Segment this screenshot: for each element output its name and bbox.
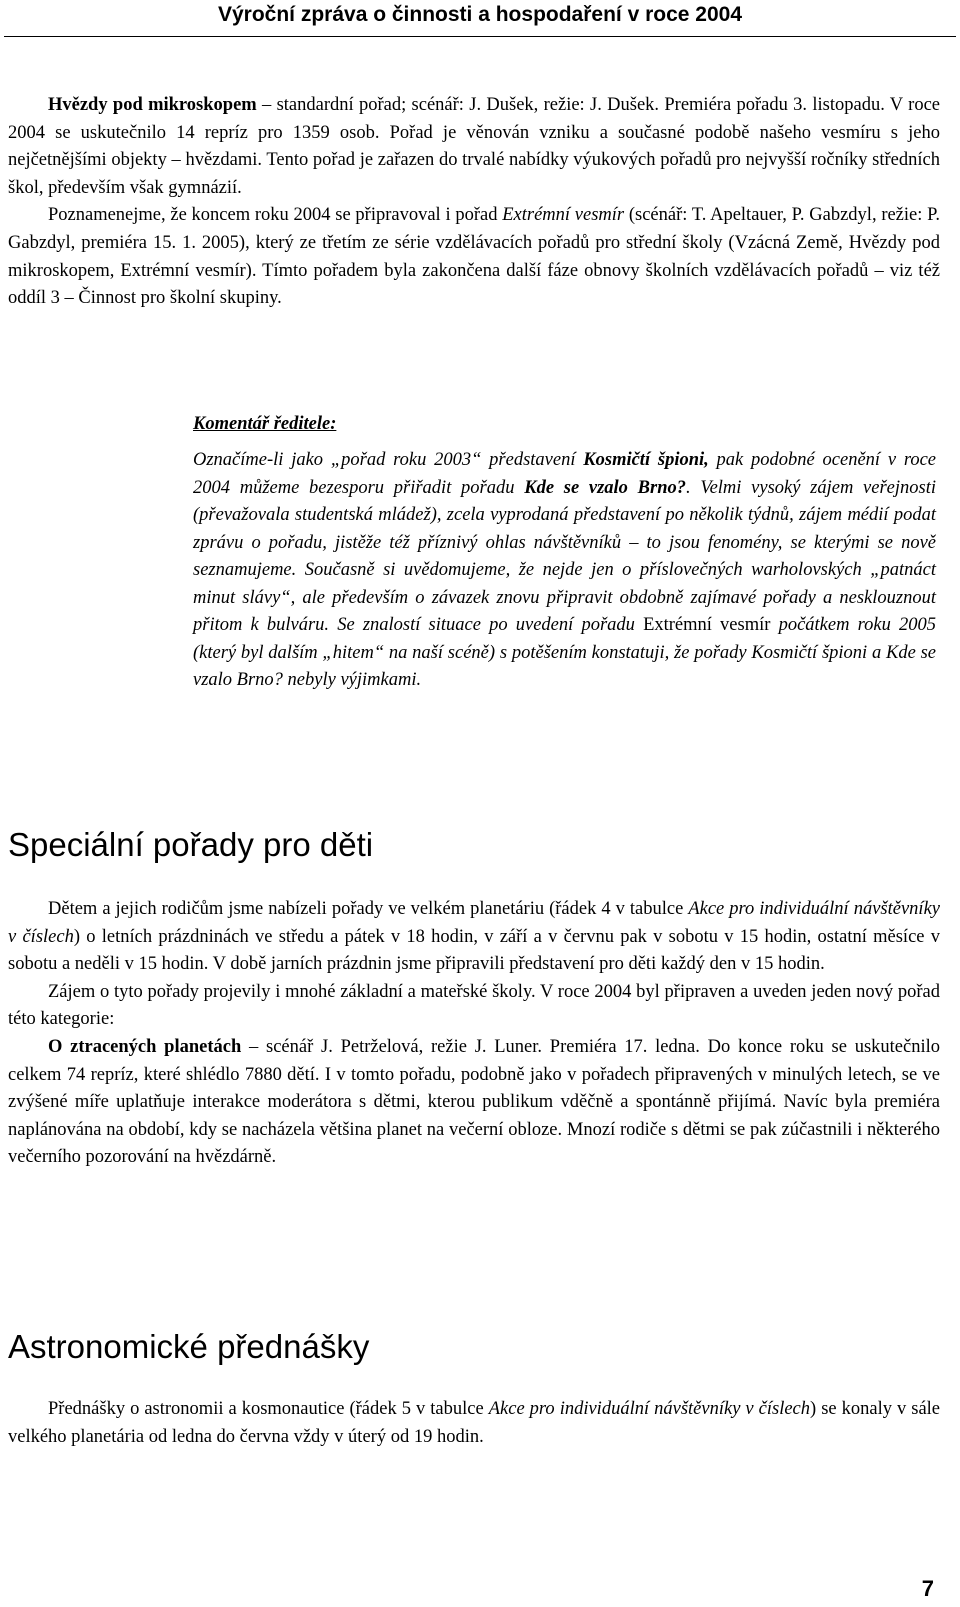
intro-paragraph-2-text-b: (scénář: T. Apeltauer, P. Gabzdyl, režie: P. Gabzdyl, premiéra 15. 1. 2005), který ze třetím ze série vzdělávacích pořadů pro střední školy (Vzácná Země, Hvězdy pod mikroskopem, Extrémní vesmír). Tímto pořadem byla zakončena další fáze obnovy školních vzdělávacích pořadů – viz též oddíl 3 – Činnost pro školní skupiny. (8, 205, 940, 309)
lectures-paragraph-1-text-a: Přednášky o astronomii a kosmonautice (řádek 5 v tabulce (48, 1399, 489, 1419)
intro-paragraph-1 (8, 92, 940, 202)
children-paragraph-3 (8, 1034, 940, 1172)
lectures-table-reference: Akce pro individuální návštěvníky v číslech (488, 1399, 811, 1419)
running-header (0, 0, 960, 34)
children-paragraph-1-text-a: Dětem a jejich rodičům jsme nabízeli pořady ve velkém planetáriu (řádek 4 v tabulce (48, 899, 689, 919)
children-paragraph-1 (8, 896, 940, 979)
comment-text-1: Označíme-li jako „pořad roku 2003“ představení (193, 450, 584, 470)
lectures-section (8, 1396, 940, 1451)
children-paragraph-3-text: – scénář J. Petrželová, režie J. Luner. Premiéra 17. ledna. Do konce roku se uskutečnilo celkem 74 repríz, které shlédlo 7880 dětí. I v tomto pořadu, podobně jako v pořadech připravených v minulých letech, se ve zvýšené míře uplatňuje interakce moderátora s dětmi, kterou publikum vděčně a spontánně přijímá. Navíc byla premiéra naplánována na období, kdy se nacházela většina planet na večerní obloze. Mnozí rodiče s dětmi se pak zúčastnili i některého večerního pozorování na hvězdárně. (8, 1036, 940, 1168)
children-paragraph-2: Zájem o tyto pořady projevily i mnohé základní a mateřské školy. V roce 2004 byl připraven a uveden jeden nový pořad této kategorie: (8, 981, 940, 1030)
intro-section (8, 92, 940, 313)
director-comment (193, 447, 936, 695)
program-title-hvezdy: Hvězdy pod mikroskopem (48, 95, 257, 115)
comment-bold-brno: Kde se vzalo Brno? (524, 477, 686, 498)
comment-bold-kosmicti: Kosmičtí špioni, (583, 450, 709, 470)
intro-paragraph-2 (8, 202, 940, 312)
children-paragraph-1-text-b: ) o letních prázdninách ve středu a pátek v 18 hodin, v září a v červnu pak v sobotu v 15 hodin, ostatní měsíce v sobotu a neděli v 15 hodin. V době jarních prázdnin jsme připravili představení pro děti každý den v 15 hodin. (8, 926, 940, 975)
page-number: 7 (921, 1576, 934, 1601)
table-reference: Akce pro individuální návštěvníky v číslech (8, 899, 940, 947)
lectures-paragraph-1 (8, 1396, 940, 1451)
program-title-extremni: Extrémní vesmír (502, 205, 625, 226)
intro-paragraph-2-text-a: Poznamenejme, že koncem roku 2004 se připravoval i pořad (48, 205, 503, 226)
lectures-paragraph-1-text-b: ) se konaly v sále velkého planetária od ledna do června vždy v úterý od 19 hodin. (8, 1399, 941, 1447)
comment-text-4: počátkem roku 2005 (který byl dalším „hitem“ na naší scéně) s potěšením konstatuji, že pořady Kosmičtí špioni a Kde se vzalo Brno? nebyly výjimkami. (193, 615, 937, 690)
intro-paragraph-1-text: – standardní pořad; scénář: J. Dušek, režie: J. Dušek. Premiéra pořadu 3. listopadu. V roce 2004 se uskutečnilo 14 repríz pro 1359 osob. Pořad je věnován vzniku a současné podobě našeho vesmíru s jeho nejčetnějšími objekty – hvězdami. Tento pořad je zařazen do trvalé nabídky výukových pořadů pro nejvyšší ročníky středních škol, především však gymnázií. (8, 95, 940, 198)
comment-text-3: . Velmi vysoký zájem veřejnosti (převažovala studentská mládež), zcela vyprodaná představení po několik týdnů, zájem médií podat zprávu o pořadu, jistěže též příznivý ohlas návštěvníků – to jsou fenomény, se kterými se nově seznamujeme. Současně si uvědomujeme, že nejde jen o příslovečných warholovských „patnáct minut slávy“, ale především o závazek znovu připravit obdobně zajímavé pořady a nesklouznout přitom k bulváru. Se znalostí situace po uvedení pořadu (193, 477, 936, 635)
comment-text-2: pak podobné ocenění v roce 2004 můžeme bezesporu přiřadit pořadu (193, 450, 937, 498)
comment-title: Komentář ředitele: (193, 414, 337, 434)
header-divider (4, 36, 956, 37)
section-heading-children: Speciální pořady pro děti (8, 826, 374, 863)
report-title: Výroční zpráva o činnosti a hospodaření v roce 2004 (217, 3, 742, 26)
program-title-ztracene-planety: O ztracených planetách (48, 1036, 242, 1057)
children-section (8, 896, 940, 1172)
comment-upright-extremni: Extrémní vesmír (643, 615, 771, 635)
section-heading-lectures: Astronomické přednášky (8, 1328, 370, 1365)
